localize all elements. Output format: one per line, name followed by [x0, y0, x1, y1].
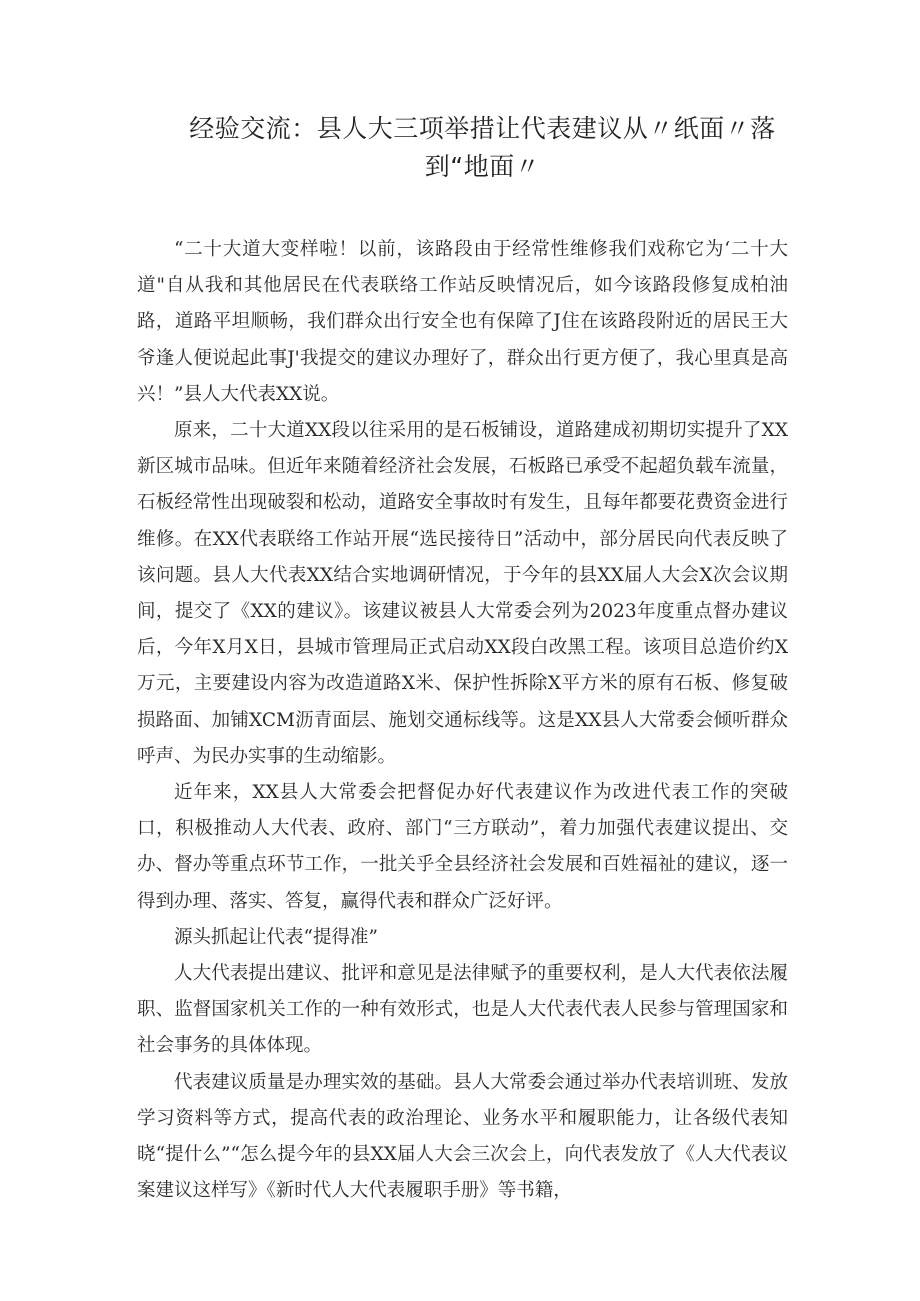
document-body — [137, 232, 788, 1209]
document-title: 经验交流：县人大三项举措让代表建议从〃纸面〃落到“地面〃 — [189, 114, 776, 181]
paragraph: 近年来，XX县人大常委会把督促办好代表建议作为改进代表工作的突破口，积极推动人大代表、政府、部门“三方联动”，着力加强代表建议提出、交办、督办等重点环节工作，一批关乎全县经济社会发展和百姓福祉的建议，逐一得到办理、落实、答复，赢得代表和群众广泛好评。 — [137, 782, 788, 912]
section-heading: 源头抓起让代表“提得准” — [174, 926, 378, 948]
paragraph: 代表建议质量是办理实效的基础。县人大常委会通过举办代表培训班、发放学习资料等方式，提高代表的政治理论、业务水平和履职能力，让各级代表知晓“提什么”“怎么提今年的县XX届人大会三次会上，向代表发放了《人大代表议案建议这样写》《新时代人大代表履职手册》等书籍， — [137, 1071, 788, 1202]
paragraph: 人大代表提出建议、批评和意见是法律赋予的重要权利，是人大代表依法履职、监督国家机关工作的一种有效形式，也是人大代表代表人民参与管理国家和社会事务的具体体现。 — [137, 963, 788, 1057]
paragraph: 原来，二十大道XX段以往采用的是石板铺设，道路建成初期切实提升了XX新区城市品味。但近年来随着经济社会发展，石板路已承受不起超负载车流量，石板经常性出现破裂和松动，道路安全事故时有发生，且每年都要花费资金进行维修。在XX代表联络工作站开展“选民接待日”活动中，部分居民向代表反映了该问题。县人大代表XX结合实地调研情况，于今年的县XX届人大会X次会议期间，提交了《XX的建议》。该建议被县人大常委会列为2023年度重点督办建议后，今年X月X日，县城市管理局正式启动XX段白改黑工程。该项目总造价约X万元，主要建设内容为改造道路X米、保护性拆除X平方米的原有石板、修复破损路面、加铺XCM沥青面层、施划交通标线等。这是XX县人大常委会倾听群众呼声、为民办实事的生动缩影。 — [137, 420, 788, 767]
paragraph: “二十大道大变样啦！以前，该路段由于经常性维修我们戏称它为‘二十大道"自从我和其他居民在代表联络工作站反映情况后，如今该路段修复成柏油路，道路平坦顺畅，我们群众出行安全也有保障了J住在该路段附近的居民王大爷逢人便说起此事J'我提交的建议办理好了，群众出行更方便了，我心里真是高兴！”县人大代表XX说。 — [137, 239, 788, 405]
